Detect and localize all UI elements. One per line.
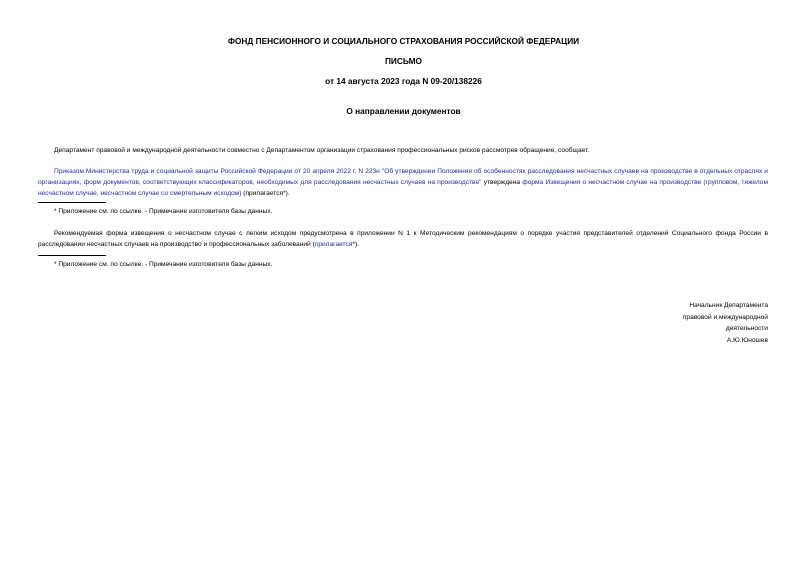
order-text-end: (прилагается*). bbox=[241, 190, 290, 197]
signature-position-line1: Начальник Департамента bbox=[689, 302, 768, 309]
paragraph-recommended-form bbox=[38, 228, 768, 250]
signature-position-line3: деятельности bbox=[725, 325, 768, 332]
paragraph-intro: Департамент правовой и международной деятельности совместно с Департаментом организации страхования профессиональных рисков рассмотрев обращение, сообщает. bbox=[54, 147, 590, 154]
order-link[interactable]: Приказом Министерства труда и социальной защиты Российской Федерации от 20 апреля 2022 г. N 223н "Об утверждении Положения об особенностях расследования несчастных случаев на производстве в отдельных отраслях и организациях, форм документов, соответствующих классификаторов, необходимых для расследования несчастных случаев на производстве" bbox=[38, 168, 768, 186]
organization-title: ФОНД ПЕНСИОННОГО И СОЦИАЛЬНОГО СТРАХОВАНИЯ РОССИЙСКОЙ ФЕДЕРАЦИИ bbox=[227, 36, 580, 46]
document-subject: О направлении документов bbox=[346, 106, 461, 116]
paragraph-order bbox=[38, 166, 768, 199]
footnote-2: * Приложение см. по ссылке. - Примечание изготовителя базы данных. bbox=[54, 261, 273, 268]
recommended-text: Рекомендуемая форма извещения о несчастном случае с легким исходом предусмотрена в приложении N 1 к Методическим рекомендациям о порядке участия представителей отделений Социального фонда России в расследовании несчастных случаев на производство и профессиональных заболеваний ( bbox=[38, 230, 768, 248]
notice-form-link[interactable]: форма Извещения о несчастном случае на производстве (групповом, тяжелом несчастном случае, несчастном случае со смертельным исходом) bbox=[38, 179, 768, 197]
attached-link[interactable]: прилагается bbox=[314, 241, 353, 248]
footnote-divider bbox=[38, 255, 106, 256]
signature-name: А.Ю.Юношев bbox=[726, 336, 768, 344]
document-type: ПИСЬМО bbox=[384, 56, 423, 66]
signature-block bbox=[683, 300, 768, 346]
footnote-divider bbox=[38, 202, 106, 203]
order-text: утверждена bbox=[481, 179, 523, 186]
recommended-text-end: *). bbox=[352, 241, 359, 248]
signature-position-line2: правовой и международной bbox=[682, 313, 768, 321]
footnote-1: * Приложение см. по ссылке. - Примечание изготовителя базы данных. bbox=[54, 208, 273, 215]
document-date-number: от 14 августа 2023 года N 09-20/138226 bbox=[325, 76, 482, 86]
